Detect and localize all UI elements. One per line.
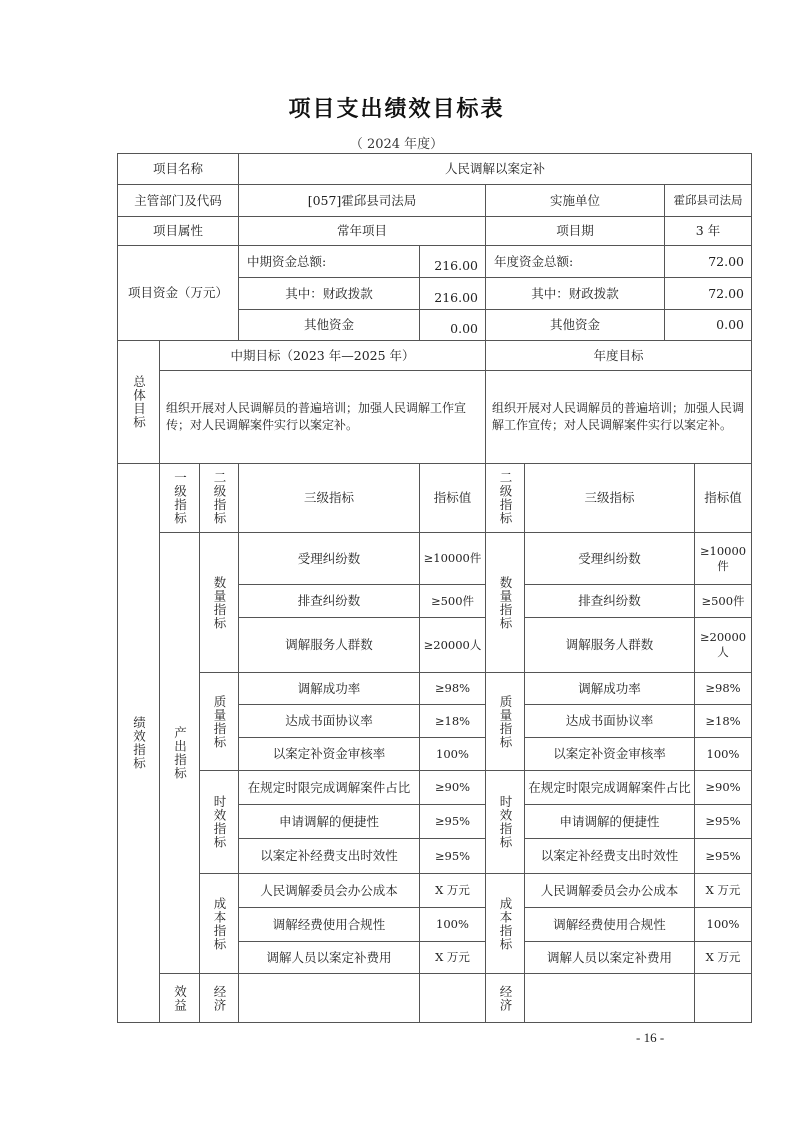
dept-label: 主管部门及代码	[117, 184, 239, 217]
indicator-value-mid: ≥10000件	[419, 532, 486, 585]
indicator-value-annual: ≥18%	[694, 704, 752, 738]
indicator-name-mid: 人民调解委员会办公成本	[238, 873, 420, 908]
indicator-value-annual: X 万元	[694, 873, 752, 908]
impl-unit-value: 霍邱县司法局	[664, 184, 752, 217]
indicator-name-annual: 申请调解的便捷性	[524, 804, 695, 839]
group-label-mid: 数量指标	[199, 532, 239, 673]
indicator-value-annual: X 万元	[694, 941, 752, 974]
header-value-annual: 指标值	[694, 463, 752, 533]
indicator-name-annual: 以案定补经费支出时效性	[524, 838, 695, 874]
indicator-value-mid: ≥98%	[419, 672, 486, 705]
indicator-value-annual: ≥98%	[694, 672, 752, 705]
economic-value-annual	[694, 973, 752, 1023]
annual-goal-header: 年度目标	[485, 340, 752, 371]
group-label-annual: 质量指标	[485, 672, 525, 771]
indicator-name-annual: 在规定时限完成调解案件占比	[524, 770, 695, 805]
group-label-mid: 质量指标	[199, 672, 239, 771]
indicator-name-mid: 受理纠纷数	[238, 532, 420, 585]
indicator-name-annual: 人民调解委员会办公成本	[524, 873, 695, 908]
annual-funds-other-label: 其他资金	[485, 309, 665, 341]
mid-goal-header: 中期目标（2023 年—2025 年）	[159, 340, 486, 371]
indicator-value-annual: 100%	[694, 907, 752, 942]
fiscal-year: （ 2024 年度）	[349, 137, 444, 152]
indicator-value-annual: ≥20000人	[694, 617, 752, 673]
performance-indicators-label: 绩效指标	[117, 463, 160, 1023]
annual-funds-total-value: 72.00	[664, 245, 752, 278]
indicator-name-mid: 调解成功率	[238, 672, 420, 705]
mid-funds-fiscal-label: 其中：财政拨款	[238, 277, 420, 310]
page-title: 项目支出绩效目标表	[288, 97, 505, 122]
indicator-name-mid: 在规定时限完成调解案件占比	[238, 770, 420, 805]
header-level2-annual: 二级指标	[485, 463, 525, 533]
indicator-value-mid: ≥90%	[419, 770, 486, 805]
mid-funds-total-label: 中期资金总额:	[238, 245, 420, 278]
indicator-value-mid: 100%	[419, 907, 486, 942]
annual-funds-fiscal-value: 72.00	[664, 277, 752, 310]
header-level3-annual: 三级指标	[524, 463, 695, 533]
economic-label-mid: 经济	[199, 973, 239, 1023]
annual-funds-fiscal-label: 其中：财政拨款	[485, 277, 665, 310]
project-attr-value: 常年项目	[238, 216, 486, 246]
indicator-value-annual: ≥90%	[694, 770, 752, 805]
indicator-value-mid: ≥18%	[419, 704, 486, 738]
economic-label-annual: 经济	[485, 973, 525, 1023]
group-label-annual: 成本指标	[485, 873, 525, 974]
indicator-name-annual: 调解人员以案定补费用	[524, 941, 695, 974]
indicator-name-mid: 调解服务人群数	[238, 617, 420, 673]
indicator-value-annual: ≥500件	[694, 584, 752, 618]
header-level3-mid: 三级指标	[238, 463, 420, 533]
indicator-name-mid: 调解经费使用合规性	[238, 907, 420, 942]
page-number: - 16 -	[636, 1030, 665, 1045]
indicator-value-mid: X 万元	[419, 941, 486, 974]
indicator-name-mid: 调解人员以案定补费用	[238, 941, 420, 974]
overall-goal-label: 总体目标	[117, 340, 160, 464]
indicator-value-mid: ≥95%	[419, 804, 486, 839]
indicator-value-annual: ≥95%	[694, 804, 752, 839]
benefit-indicator-label: 效益	[159, 973, 200, 1023]
economic-name-mid	[238, 973, 420, 1023]
indicator-value-mid: ≥500件	[419, 584, 486, 618]
output-indicator-label: 产出指标	[159, 532, 200, 974]
indicator-name-annual: 排查纠纷数	[524, 584, 695, 618]
group-label-annual: 数量指标	[485, 532, 525, 673]
mid-funds-fiscal-value: 216.00	[419, 277, 486, 310]
economic-value-mid	[419, 973, 486, 1023]
header-level1: 一级指标	[159, 463, 200, 533]
dept-value: [057]霍邱县司法局	[238, 184, 486, 217]
group-label-annual: 时效指标	[485, 770, 525, 874]
indicator-value-mid: ≥95%	[419, 838, 486, 874]
indicator-value-mid: ≥20000人	[419, 617, 486, 673]
mid-goal-text: 组织开展对人民调解员的普遍培训；加强人民调解工作宣传；对人民调解案件实行以案定补。	[159, 370, 486, 464]
mid-funds-other-label: 其他资金	[238, 309, 420, 341]
indicator-name-mid: 达成书面协议率	[238, 704, 420, 738]
impl-unit-label: 实施单位	[485, 184, 665, 217]
funds-label: 项目资金（万元）	[117, 245, 239, 341]
mid-funds-total-value: 216.00	[419, 245, 486, 278]
indicator-name-annual: 调解成功率	[524, 672, 695, 705]
indicator-name-annual: 调解服务人群数	[524, 617, 695, 673]
indicator-value-mid: 100%	[419, 737, 486, 771]
indicator-value-annual: 100%	[694, 737, 752, 771]
indicator-name-annual: 以案定补资金审核率	[524, 737, 695, 771]
annual-goal-text: 组织开展对人民调解员的普遍培训；加强人民调解工作宣传；对人民调解案件实行以案定补。	[485, 370, 752, 464]
indicator-value-mid: X 万元	[419, 873, 486, 908]
project-period-label: 项目期	[485, 216, 665, 246]
project-name-value: 人民调解以案定补	[238, 153, 752, 185]
indicator-name-annual: 受理纠纷数	[524, 532, 695, 585]
indicator-name-annual: 调解经费使用合规性	[524, 907, 695, 942]
economic-name-annual	[524, 973, 695, 1023]
indicator-name-mid: 排查纠纷数	[238, 584, 420, 618]
mid-funds-other-value: 0.00	[419, 309, 486, 341]
group-label-mid: 时效指标	[199, 770, 239, 874]
project-name-label: 项目名称	[117, 153, 239, 185]
indicator-name-mid: 申请调解的便捷性	[238, 804, 420, 839]
annual-funds-total-label: 年度资金总额:	[485, 245, 665, 278]
indicator-name-annual: 达成书面协议率	[524, 704, 695, 738]
indicator-value-annual: ≥95%	[694, 838, 752, 874]
group-label-mid: 成本指标	[199, 873, 239, 974]
indicator-value-annual: ≥10000件	[694, 532, 752, 585]
indicator-name-mid: 以案定补资金审核率	[238, 737, 420, 771]
project-period-value: 3 年	[664, 216, 752, 246]
indicator-name-mid: 以案定补经费支出时效性	[238, 838, 420, 874]
header-level2-mid: 二级指标	[199, 463, 239, 533]
project-attr-label: 项目属性	[117, 216, 239, 246]
header-value-mid: 指标值	[419, 463, 486, 533]
annual-funds-other-value: 0.00	[664, 309, 752, 341]
